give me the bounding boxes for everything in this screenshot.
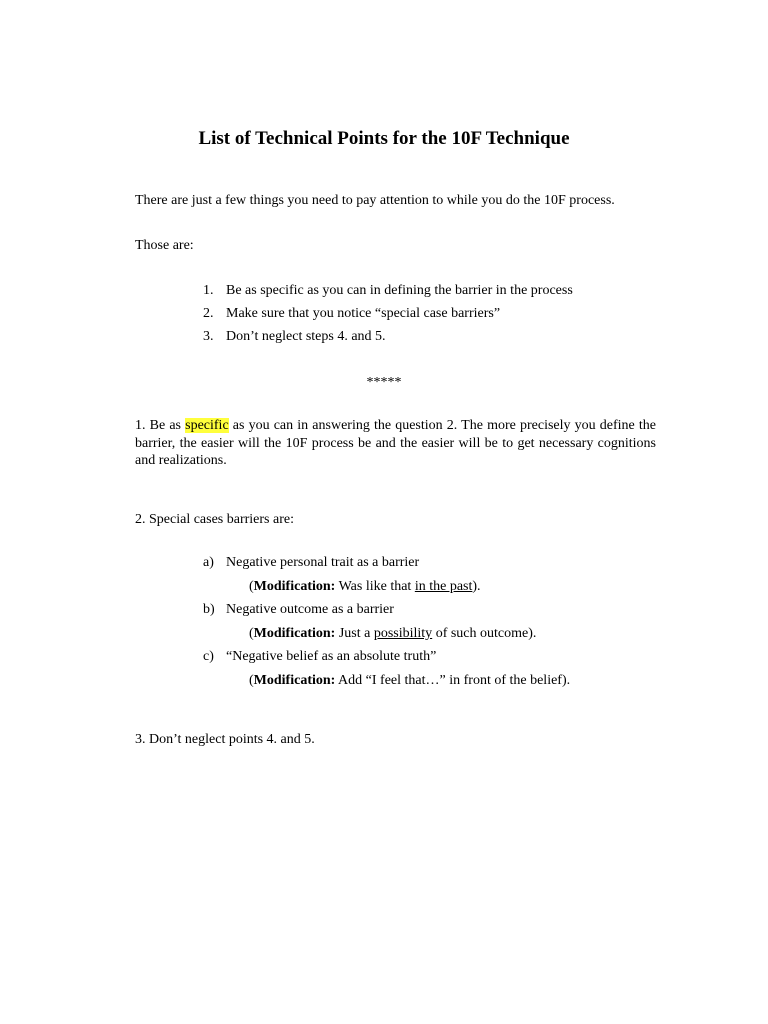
modification-text-end: of such outcome).	[432, 626, 537, 641]
list-item	[0, 554, 768, 571]
list-item-number: 2.	[203, 306, 214, 321]
list-item-text: “Negative belief as an absolute truth”	[226, 649, 437, 664]
modification-open-paren: (	[249, 673, 254, 688]
modification-label: Modification:	[253, 579, 336, 594]
point-1-text-rest: as you can in answering the question 2. The more precisely you define the barrier, the easier will the 10F process be and the easier will be to get necessary cognitions and realizations.	[135, 418, 656, 468]
list-item	[0, 648, 768, 665]
list-item-text: Make sure that you notice “special case barriers”	[226, 306, 501, 321]
document-title: List of Technical Points for the 10F Technique	[198, 128, 570, 149]
list-item-number: 3.	[203, 329, 214, 344]
modification-label: Modification:	[253, 626, 336, 641]
list-item-letter: b)	[203, 602, 215, 617]
modification-open-paren: (	[249, 579, 254, 594]
list-item-text: Negative personal trait as a barrier	[226, 555, 420, 570]
list-item-number: 1.	[203, 283, 214, 298]
underlined-phrase: possibility	[373, 626, 433, 641]
point-3-paragraph: 3. Don’t neglect points 4. and 5.	[135, 732, 315, 747]
list-item-text: Don’t neglect steps 4. and 5.	[226, 329, 386, 344]
modification-line	[0, 578, 768, 595]
highlighted-word: specific	[185, 418, 229, 433]
modification-label: Modification:	[253, 673, 336, 688]
modification-text: Just a	[335, 626, 374, 641]
list-item-letter: a)	[203, 555, 214, 570]
list-item	[0, 328, 768, 345]
modification-text: Add “I feel that…” in front of the belief).	[335, 673, 571, 688]
list-item-letter: c)	[203, 649, 214, 664]
section-separator: *****	[366, 375, 402, 390]
modification-text-end: ).	[472, 579, 481, 594]
point-1-text-start: 1. Be as	[135, 418, 186, 433]
list-item	[0, 282, 768, 299]
modification-line	[0, 625, 768, 642]
those-are-label: Those are:	[135, 238, 194, 253]
list-item-text: Be as specific as you can in defining the barrier in the process	[226, 283, 573, 298]
point-1-paragraph	[135, 417, 656, 470]
intro-paragraph: There are just a few things you need to pay attention to while you do the 10F process.	[135, 193, 615, 208]
modification-line	[0, 672, 768, 689]
modification-text: Was like that	[335, 579, 415, 594]
modification-open-paren: (	[249, 626, 254, 641]
list-item	[0, 601, 768, 618]
list-item-text: Negative outcome as a barrier	[226, 602, 394, 617]
list-item	[0, 305, 768, 322]
underlined-phrase: in the past	[414, 579, 473, 594]
point-2-heading: 2. Special cases barriers are:	[135, 512, 294, 527]
